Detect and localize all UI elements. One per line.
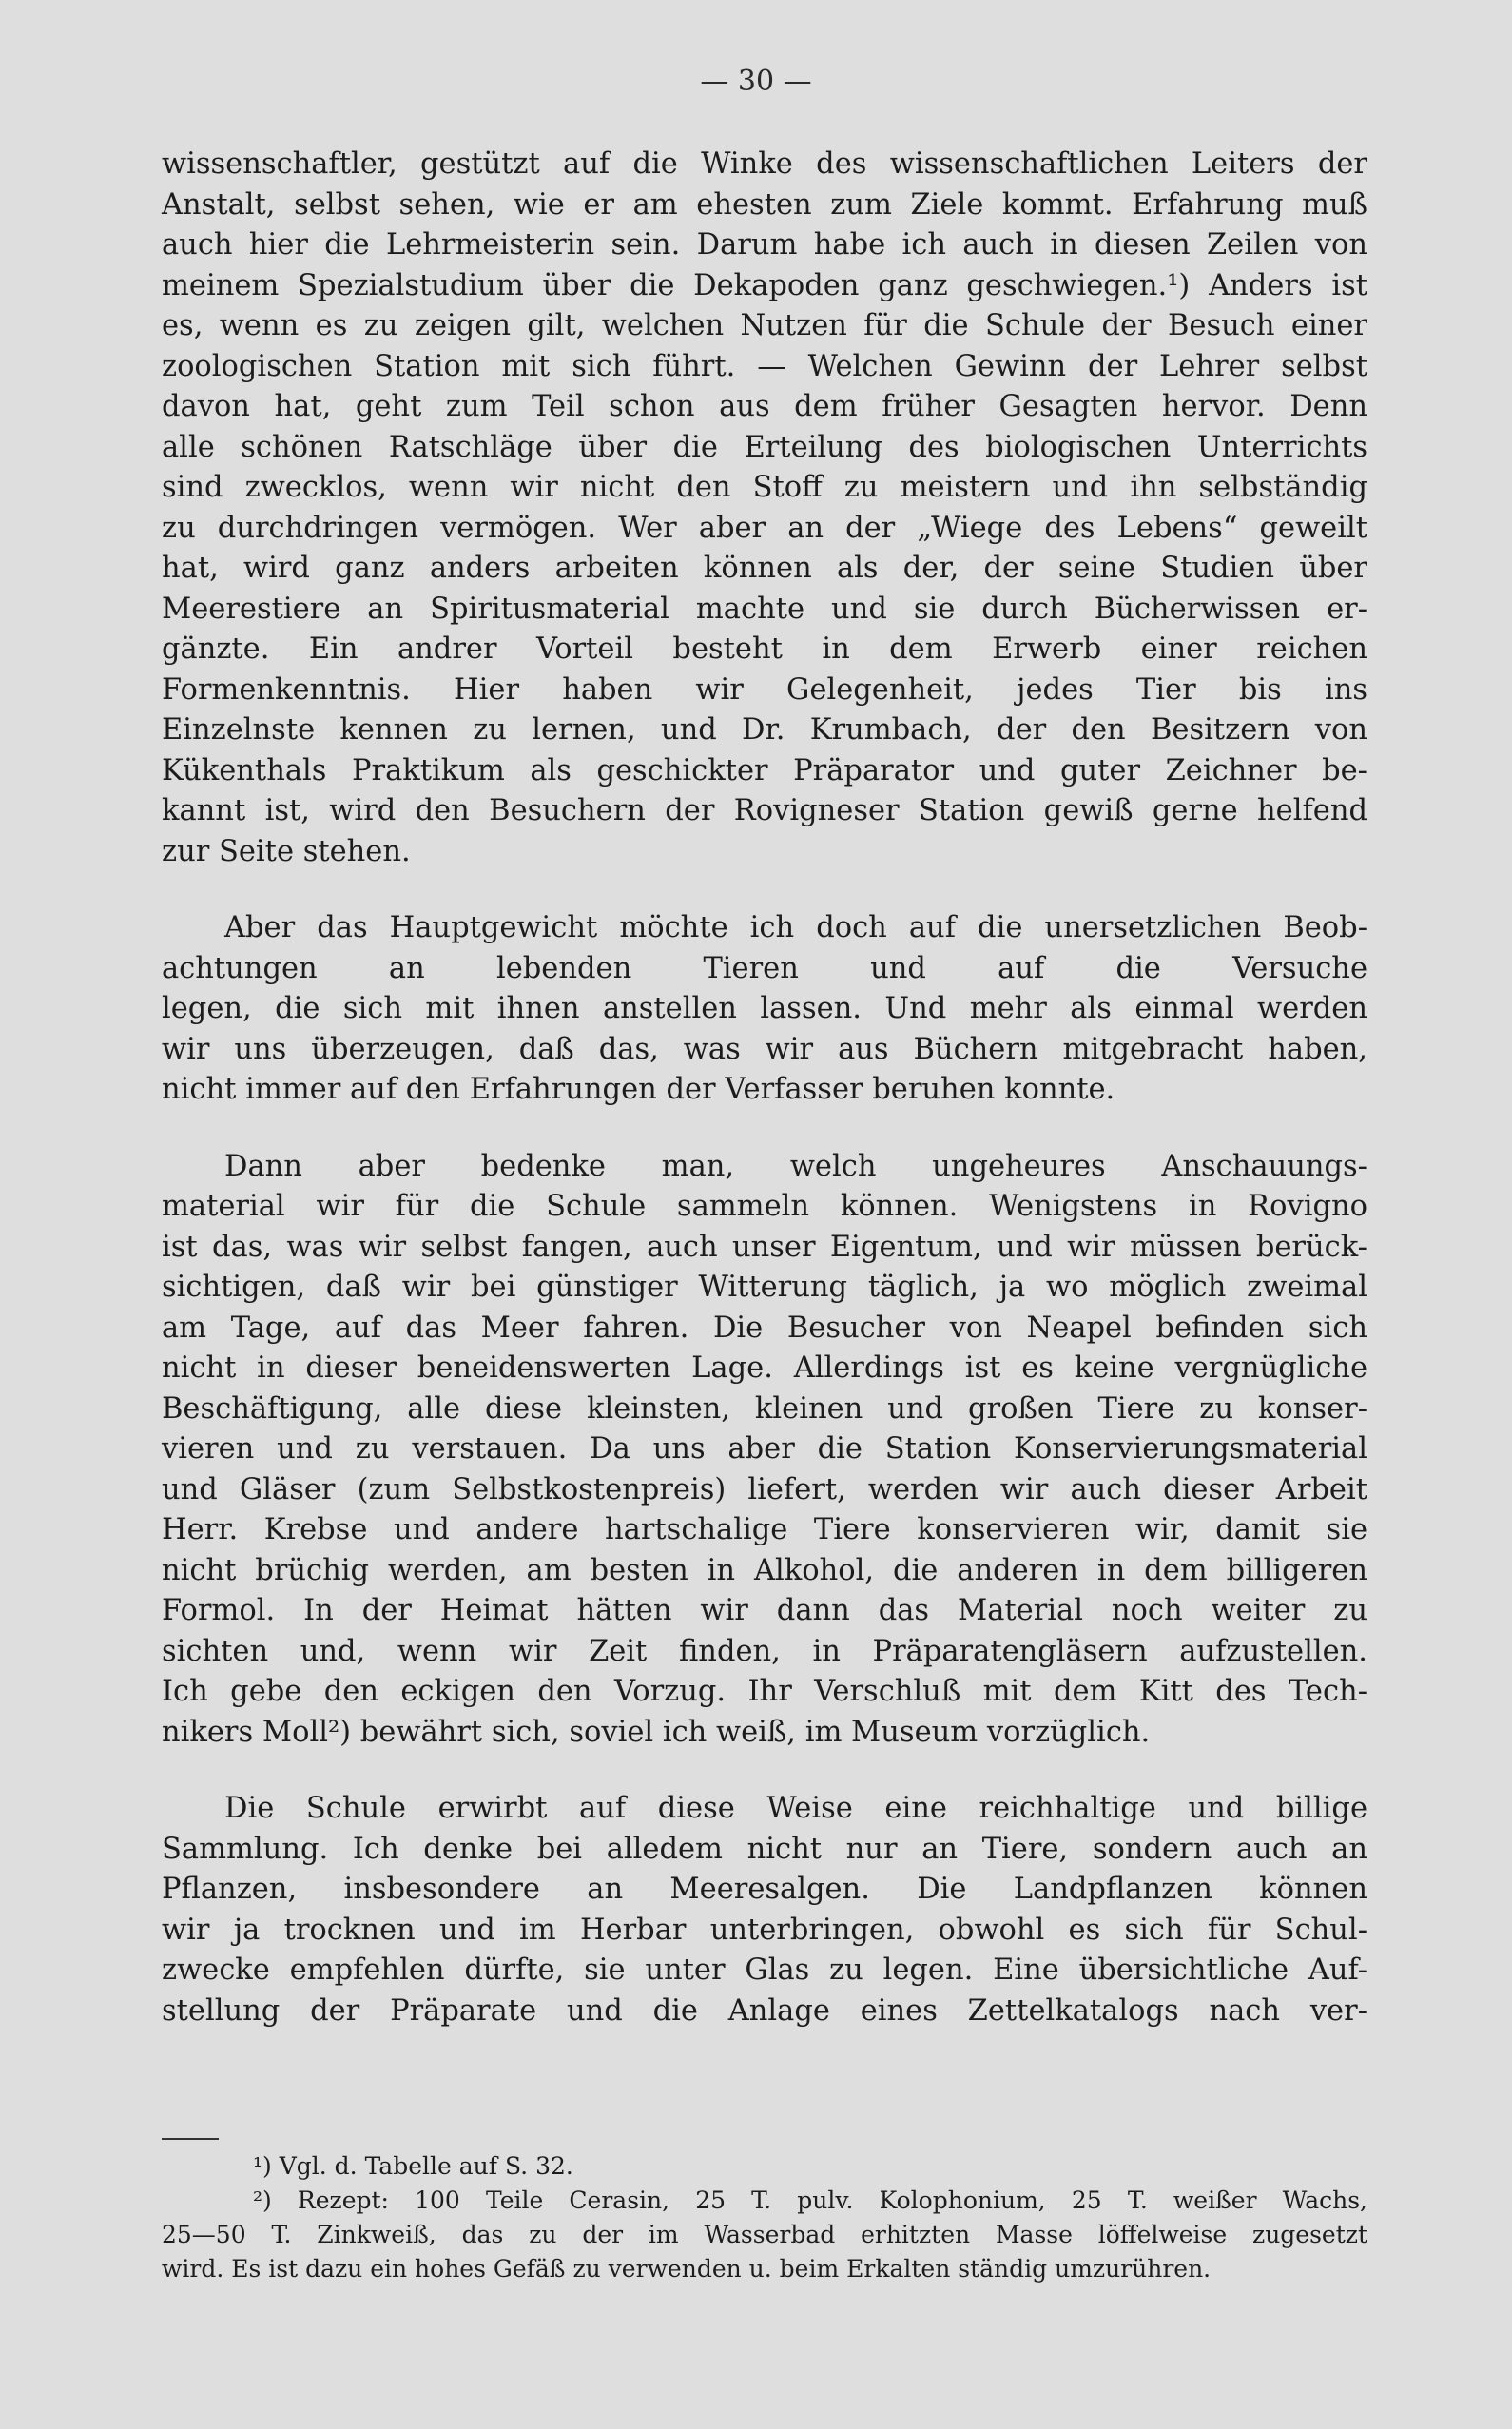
text-line: Sammlung. Ich denke bei alledem nicht nur an Tiere, sondern auch an [162, 1832, 1367, 1866]
paragraph-2 [162, 908, 1367, 1111]
text-line: nicht brüchig werden, am besten in Alkohol, die anderen in dem billigeren [162, 1553, 1367, 1587]
text-line: sichten und, wenn wir Zeit finden, in Präparatengläsern aufzustellen. [162, 1634, 1367, 1668]
text-line: wissenschaftler, gestützt auf die Winke des wissenschaftlichen Leiters der [162, 147, 1367, 181]
text-line: Kükenthals Praktikum als geschickter Präparator und guter Zeichner be- [162, 753, 1367, 787]
text-line: Dann aber bedenke man, welch ungeheures Anschauungs- [224, 1149, 1367, 1183]
text-line: wir ja trocknen und im Herbar unterbringen, obwohl es sich für Schul- [162, 1913, 1367, 1947]
text-line: alle schönen Ratschläge über die Erteilung des biologischen Unterrichts [162, 430, 1367, 464]
text-line: Meerestiere an Spiritusmaterial machte und sie durch Bücherwissen er- [162, 592, 1367, 626]
text-line: sichtigen, daß wir bei günstiger Witterung täglich, ja wo möglich zweimal [162, 1271, 1367, 1304]
text-line: stellung der Präparate und die Anlage eines Zettelkatalogs nach ver- [162, 1993, 1367, 2028]
text-line: Aber das Hauptgewicht möchte ich doch auf die unersetzlichen Beob- [224, 911, 1367, 944]
text-line: Pflanzen, insbesondere an Meeresalgen. Die Landpflanzen können [162, 1873, 1367, 1906]
body-text [162, 145, 1367, 2068]
text-line: legen, die sich mit ihnen anstellen lassen. Und mehr als einmal werden [162, 992, 1367, 1025]
text-line: meinem Spezialstudium über die Dekapoden ganz geschwiegen.¹) Anders ist [162, 268, 1367, 302]
paragraph-3 [162, 1147, 1367, 1754]
text-line: Herr. Krebse und andere hartschalige Tiere konservieren wir, damit sie [162, 1513, 1367, 1546]
text-line: es, wenn es zu zeigen gilt, welchen Nutzen für die Schule der Besuch einer [162, 309, 1367, 342]
page-number: — 30 — [700, 65, 812, 98]
text-line: achtungen an lebenden Tieren und auf die Versuche [162, 951, 1367, 985]
text-line: nicht in dieser beneidenswerten Lage. Allerdings ist es keine vergnügliche [162, 1351, 1367, 1385]
text-line: Ich gebe den eckigen den Vorzug. Ihr Verschluß mit dem Kitt des Tech- [162, 1675, 1367, 1708]
text-line: Einzelnste kennen zu lernen, und Dr. Krumbach, der den Besitzern von [162, 713, 1367, 747]
text-line: zur Seite stehen. [162, 834, 411, 868]
text-line: nicht immer auf den Erfahrungen der Verfasser beruhen konnte. [162, 1073, 1115, 1106]
text-line: gänzte. Ein andrer Vorteil besteht in dem Erwerb einer reichen [162, 632, 1367, 666]
text-line: und Gläser (zum Selbstkostenpreis) liefert, werden wir auch dieser Arbeit [162, 1472, 1367, 1506]
text-line: zwecke empfehlen dürfte, sie unter Glas zu legen. Eine übersichtliche Auf- [162, 1953, 1367, 1987]
text-line: kannt ist, wird den Besuchern der Rovigneser Station gewiß gerne helfend [162, 794, 1367, 827]
paragraph-4 [162, 1789, 1367, 2031]
footnote-divider [162, 2138, 219, 2140]
text-line: nikers Moll²) bewährt sich, soviel ich weiß, im Museum vorzüglich. [162, 1715, 1151, 1749]
text-line: Formol. In der Heimat hätten wir dann das Material noch weiter zu [162, 1594, 1367, 1627]
text-line: hat, wird ganz anders arbeiten können als der, der seine Studien über [162, 552, 1367, 585]
text-line: material wir für die Schule sammeln können. Wenigstens in Rovigno [162, 1190, 1367, 1223]
text-line: Beschäftigung, alle diese kleinsten, kleinen und großen Tiere zu konser- [162, 1391, 1367, 1426]
text-line: ist das, was wir selbst fangen, auch unser Eigentum, und wir müssen berück- [162, 1230, 1367, 1264]
paragraph-1 [162, 145, 1367, 872]
text-line: sind zwecklos, wenn wir nicht den Stoff zu meistern und ihn selbständig [162, 471, 1367, 504]
text-line: Formenkenntnis. Hier haben wir Gelegenheit, jedes Tier bis ins [162, 672, 1367, 707]
footnote-2: ²) Rezept: 100 Teile Cerasin, 25 T. pulv. Kolophonium, 25 T. weißer Wachs, [253, 2186, 1367, 2214]
footnote-2-cont: 25—50 T. Zinkweiß, das zu der im Wasserbad erhitzten Masse löffelweise zugesetzt [162, 2221, 1367, 2248]
text-line: zoologischen Station mit sich führt. — Welchen Gewinn der Lehrer selbst [162, 349, 1367, 383]
text-line: Anstalt, selbst sehen, wie er am ehesten zum Ziele kommt. Erfahrung muß [162, 187, 1367, 222]
text-line: am Tage, auf das Meer fahren. Die Besucher von Neapel befinden sich [162, 1311, 1367, 1345]
text-line: auch hier die Lehrmeisterin sein. Darum habe ich auch in diesen Zeilen von [162, 228, 1367, 262]
footnote-2-end: wird. Es ist dazu ein hohes Gefäß zu verwenden u. beim Erkalten ständig umzurühren. [162, 2255, 1212, 2283]
text-line: wir uns überzeugen, daß das, was wir aus Büchern mitgebracht haben, [162, 1032, 1367, 1066]
text-line: davon hat, geht zum Teil schon aus dem früher Gesagten hervor. Denn [162, 390, 1367, 423]
footnote-1: ¹) Vgl. d. Tabelle auf S. 32. [253, 2152, 573, 2180]
footnotes [162, 2149, 1367, 2286]
text-line: Die Schule erwirbt auf diese Weise eine reichhaltige und billige [224, 1792, 1367, 1825]
text-line: zu durchdringen vermögen. Wer aber an der „Wiege des Lebens“ geweilt [162, 511, 1367, 545]
text-line: vieren und zu verstauen. Da uns aber die Station Konservierungsmaterial [162, 1432, 1367, 1466]
